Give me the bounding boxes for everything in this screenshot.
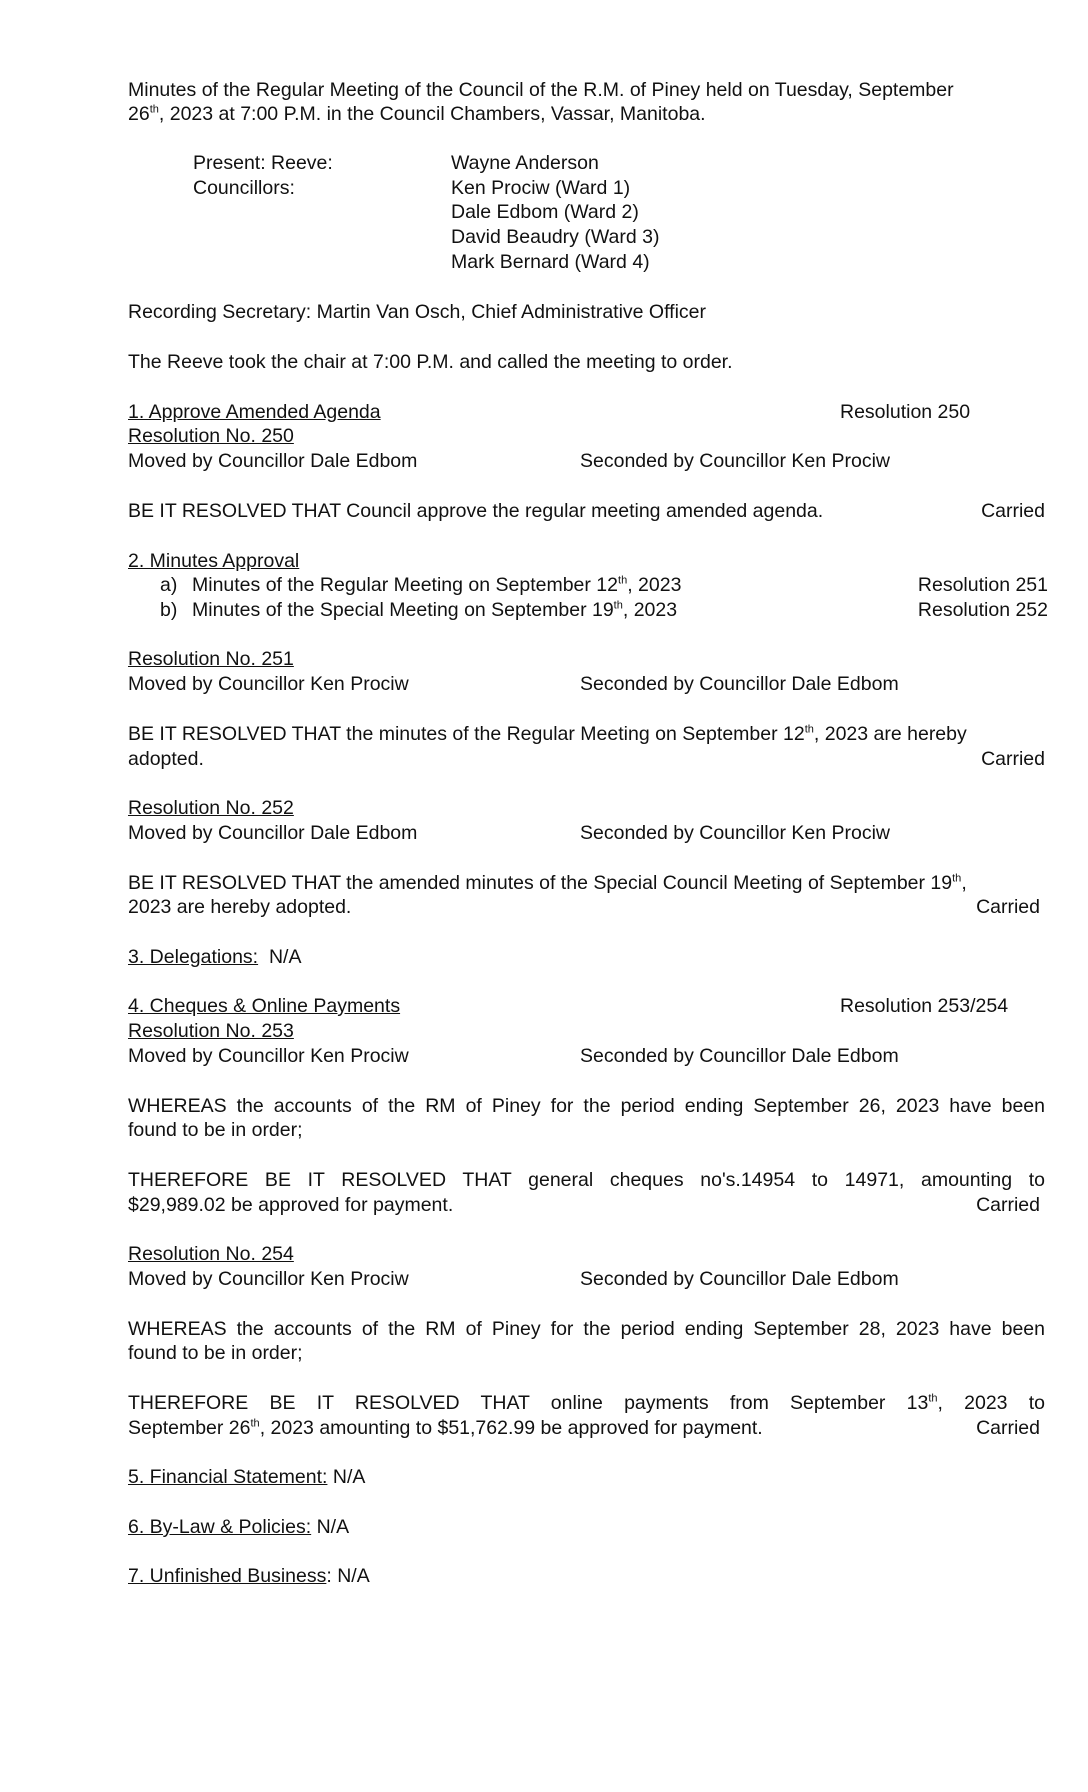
resolution-252-seconded: Seconded by Councillor Ken Prociw <box>580 822 891 844</box>
resolution-252-sup: th <box>952 872 962 885</box>
header-line-1 <box>128 78 1045 102</box>
resolution-251-line-1 <box>128 722 1045 746</box>
resolution-251-moved: Moved by Councillor Ken Prociw <box>128 673 409 695</box>
resolution-250-moved: Moved by Councillor Dale Edbom <box>128 450 418 472</box>
section-6-heading: 6. By-Law & Policies: <box>128 1516 312 1538</box>
resolution-252-moved: Moved by Councillor Dale Edbom <box>128 822 418 844</box>
resolution-253-therefore-2: $29,989.02 be approved for payment. <box>128 1194 454 1216</box>
header-text: Minutes of the Regular Meeting of the Council of the R.M. of Piney held on Tuesday, September <box>128 79 954 101</box>
resolution-250-carried: Carried <box>981 500 1045 522</box>
section-4-heading: 4. Cheques & Online Payments <box>128 995 401 1017</box>
minutes-item-b-sup: th <box>613 599 623 612</box>
section-3-value: N/A <box>268 946 302 968</box>
resolution-254-therefore-1 <box>128 1391 1045 1415</box>
resolution-251-line-2: adopted. <box>128 748 204 770</box>
resolution-254-therefore-sup: th <box>928 1392 938 1405</box>
minutes-item-a-year: , 2023 <box>627 574 682 596</box>
resolution-254-moved: Moved by Councillor Ken Prociw <box>128 1268 409 1290</box>
resolution-253-moved: Moved by Councillor Ken Prociw <box>128 1045 409 1067</box>
minutes-item-b-resolution: Resolution 252 <box>917 599 1048 621</box>
section-4-resolution-ref: Resolution 253/254 <box>840 995 1009 1017</box>
resolution-252-text: BE IT RESOLVED THAT the amended minutes of the Special Council Meeting of September 19 <box>128 872 953 894</box>
section-5 <box>128 1465 365 1489</box>
section-7-colon: : <box>326 1565 332 1587</box>
minutes-item-a-resolution: Resolution 251 <box>917 574 1048 596</box>
resolution-253-seconded: Seconded by Councillor Dale Edbom <box>580 1045 899 1067</box>
resolution-251-sup: th <box>804 723 814 736</box>
resolution-254-date-sup: th <box>250 1417 260 1430</box>
minutes-item-b-text: Minutes of the Special Meeting on September 19 <box>192 599 614 621</box>
section-3-heading: 3. Delegations: <box>128 946 259 968</box>
resolution-253-therefore-1: THEREFORE BE IT RESOLVED THAT general cheques no's.14954 to 14971, amounting to <box>128 1169 1045 1191</box>
resolution-252-number: Resolution No. 252 <box>128 797 294 819</box>
section-3 <box>128 945 301 969</box>
section-6 <box>128 1515 349 1539</box>
section-7-value: N/A <box>337 1565 370 1587</box>
resolution-253-carried: Carried <box>976 1194 1040 1216</box>
minutes-item-b-year: , 2023 <box>622 599 678 621</box>
section-7 <box>128 1564 370 1588</box>
minutes-item-b <box>192 598 677 622</box>
councillor-ward-3: David Beaudry (Ward 3) <box>451 226 660 248</box>
resolution-254-carried: Carried <box>976 1417 1040 1439</box>
section-5-heading: 5. Financial Statement: <box>128 1466 328 1488</box>
resolution-254-seconded: Seconded by Councillor Dale Edbom <box>580 1268 899 1290</box>
header-date-sup: th <box>149 103 159 116</box>
resolution-254-whereas-1: WHEREAS the accounts of the RM of Piney for the period ending September 28, 2023 have been <box>128 1318 1045 1340</box>
resolution-250-number: Resolution No. 250 <box>128 425 294 447</box>
resolution-252-line-2: 2023 are hereby adopted. <box>128 896 352 918</box>
section-7-heading: 7. Unfinished Business <box>128 1565 327 1587</box>
header-date-rest: , 2023 at 7:00 P.M. in the Council Chambers, Vassar, Manitoba. <box>158 103 706 125</box>
recording-secretary: Recording Secretary: Martin Van Osch, Chief Administrative Officer <box>128 301 707 323</box>
resolution-252-carried: Carried <box>976 896 1040 918</box>
header-line-2 <box>128 102 706 126</box>
minutes-item-a-text: Minutes of the Regular Meeting on September 12 <box>192 574 619 596</box>
section-2-heading: 2. Minutes Approval <box>128 550 300 572</box>
resolution-254-date: September 26 <box>128 1417 251 1439</box>
resolution-253-number: Resolution No. 253 <box>128 1020 294 1042</box>
councillor-ward-4: Mark Bernard (Ward 4) <box>451 251 650 273</box>
resolution-251-carried: Carried <box>981 748 1045 770</box>
resolution-250-seconded: Seconded by Councillor Ken Prociw <box>580 450 891 472</box>
resolution-254-therefore-2 <box>128 1416 763 1440</box>
minutes-item-a-letter: a) <box>160 574 178 596</box>
resolution-252-text-end: , <box>961 872 967 894</box>
resolution-253-whereas-1: WHEREAS the accounts of the RM of Piney for the period ending September 26, 2023 have been <box>128 1095 1045 1117</box>
section-1-heading: 1. Approve Amended Agenda <box>128 401 381 423</box>
resolution-254-therefore-text: THEREFORE BE IT RESOLVED THAT online payments from September 13 <box>128 1392 929 1414</box>
resolution-254-whereas-2: found to be in order; <box>128 1342 303 1364</box>
resolution-251-text: BE IT RESOLVED THAT the minutes of the Regular Meeting on September 12 <box>128 723 805 745</box>
resolution-252-line-1 <box>128 871 967 895</box>
header-date-day: 26 <box>128 103 150 125</box>
councillors-label: Councillors: <box>193 177 295 199</box>
resolution-251-number: Resolution No. 251 <box>128 648 294 670</box>
minutes-item-b-letter: b) <box>160 599 178 621</box>
present-reeve-label: Present: Reeve: <box>193 152 333 174</box>
resolution-254-amount: , 2023 amounting to $51,762.99 be approved for payment. <box>259 1417 763 1439</box>
minutes-item-a-sup: th <box>618 574 628 587</box>
resolution-254-number: Resolution No. 254 <box>128 1243 294 1265</box>
resolution-254-therefore-end: , 2023 to <box>937 1392 1045 1414</box>
section-6-value: N/A <box>316 1516 350 1538</box>
resolution-250-text: BE IT RESOLVED THAT Council approve the regular meeting amended agenda. <box>128 500 824 522</box>
minutes-item-a <box>192 573 681 597</box>
section-5-value: N/A <box>332 1466 366 1488</box>
councillor-ward-1: Ken Prociw (Ward 1) <box>451 177 631 199</box>
resolution-253-whereas-2: found to be in order; <box>128 1119 303 1141</box>
present-reeve-name: Wayne Anderson <box>451 152 599 174</box>
opening-statement: The Reeve took the chair at 7:00 P.M. and called the meeting to order. <box>128 351 733 373</box>
resolution-251-text-end: , 2023 are hereby <box>813 723 967 745</box>
resolution-251-seconded: Seconded by Councillor Dale Edbom <box>580 673 899 695</box>
section-1-resolution-ref: Resolution 250 <box>840 401 971 423</box>
councillor-ward-2: Dale Edbom (Ward 2) <box>451 201 639 223</box>
